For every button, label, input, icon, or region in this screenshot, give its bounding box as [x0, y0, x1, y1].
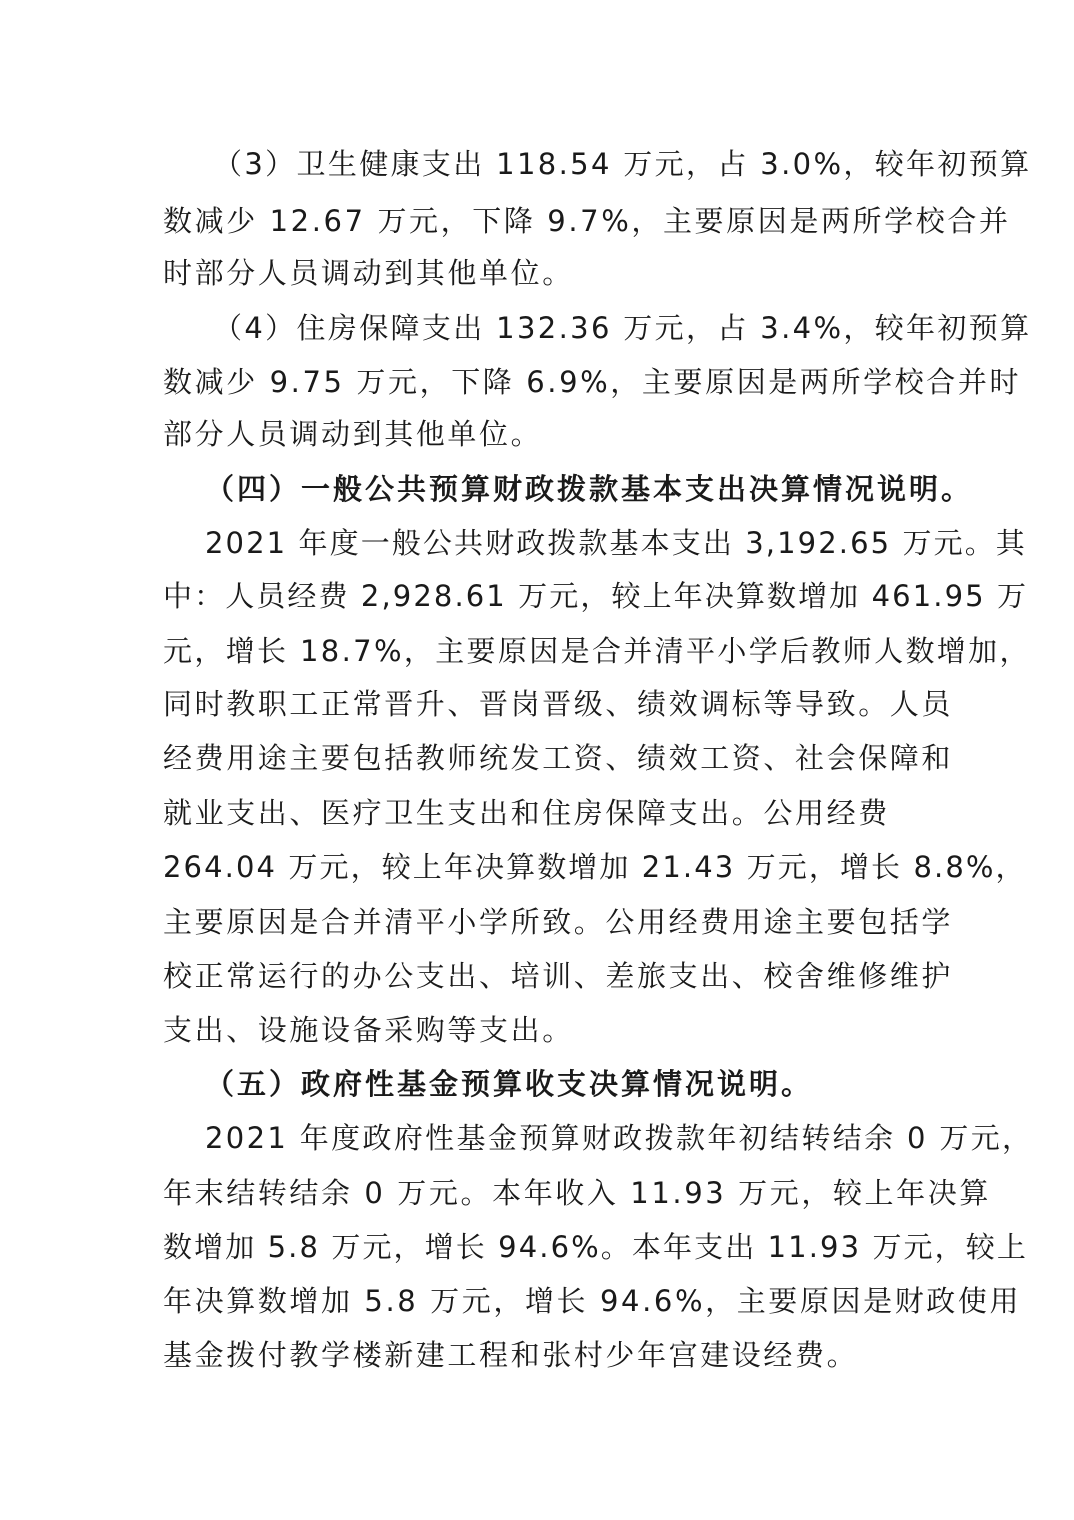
paragraph-housing-line-2: 数减少 9.75 万元，下降 6.9%，主要原因是两所学校合并时 — [163, 365, 1022, 399]
paragraph-basic-line-6: 就业支出、医疗卫生支出和住房保障支出。公用经费 — [163, 796, 890, 830]
paragraph-basic-line-1: 2021 年度一般公共财政拨款基本支出 3,192.65 万元。其 — [205, 526, 1027, 560]
section-heading-government-fund: （五）政府性基金预算收支决算情况说明。 — [205, 1067, 814, 1101]
paragraph-housing-line-3: 部分人员调动到其他单位。 — [163, 417, 543, 451]
paragraph-basic-line-8: 主要原因是合并清平小学所致。公用经费用途主要包括学 — [163, 905, 954, 939]
paragraph-fund-line-2: 年末结转结余 0 万元。本年收入 11.93 万元，较上年决算 — [163, 1176, 991, 1210]
paragraph-basic-line-10: 支出、设施设备采购等支出。 — [163, 1013, 574, 1047]
paragraph-fund-line-4: 年决算数增加 5.8 万元，增长 94.6%，主要原因是财政使用 — [163, 1284, 1022, 1318]
paragraph-health-line-2: 数减少 12.67 万元，下降 9.7%，主要原因是两所学校合并 — [163, 204, 1011, 238]
paragraph-housing-line-1: （4）住房保障支出 132.36 万元，占 3.4%，较年初预算 — [213, 311, 1032, 345]
paragraph-basic-line-9: 校正常运行的办公支出、培训、差旅支出、校舍维修维护 — [163, 959, 954, 993]
paragraph-fund-line-1: 2021 年度政府性基金预算财政拨款年初结转结余 0 万元， — [205, 1121, 1034, 1155]
paragraph-basic-line-2: 中：人员经费 2,928.61 万元，较上年决算数增加 461.95 万 — [163, 579, 1029, 613]
section-heading-basic-expenditure: （四）一般公共预算财政拨款基本支出决算情况说明。 — [205, 472, 974, 506]
paragraph-health-line-3: 时部分人员调动到其他单位。 — [163, 256, 574, 290]
paragraph-fund-line-5: 基金拨付教学楼新建工程和张村少年宫建设经费。 — [163, 1338, 859, 1372]
paragraph-basic-line-4: 同时教职工正常晋升、晋岗晋级、绩效调标等导致。人员 — [163, 687, 954, 721]
paragraph-basic-line-5: 经费用途主要包括教师统发工资、绩效工资、社会保障和 — [163, 741, 954, 775]
paragraph-health-line-1: （3）卫生健康支出 118.54 万元，占 3.0%，较年初预算 — [213, 147, 1032, 181]
paragraph-basic-line-7: 264.04 万元，较上年决算数增加 21.43 万元，增长 8.8%， — [163, 850, 1027, 884]
paragraph-fund-line-3: 数增加 5.8 万元，增长 94.6%。本年支出 11.93 万元，较上 — [163, 1230, 1028, 1264]
paragraph-basic-line-3: 元，增长 18.7%，主要原因是合并清平小学后教师人数增加， — [163, 634, 1031, 668]
